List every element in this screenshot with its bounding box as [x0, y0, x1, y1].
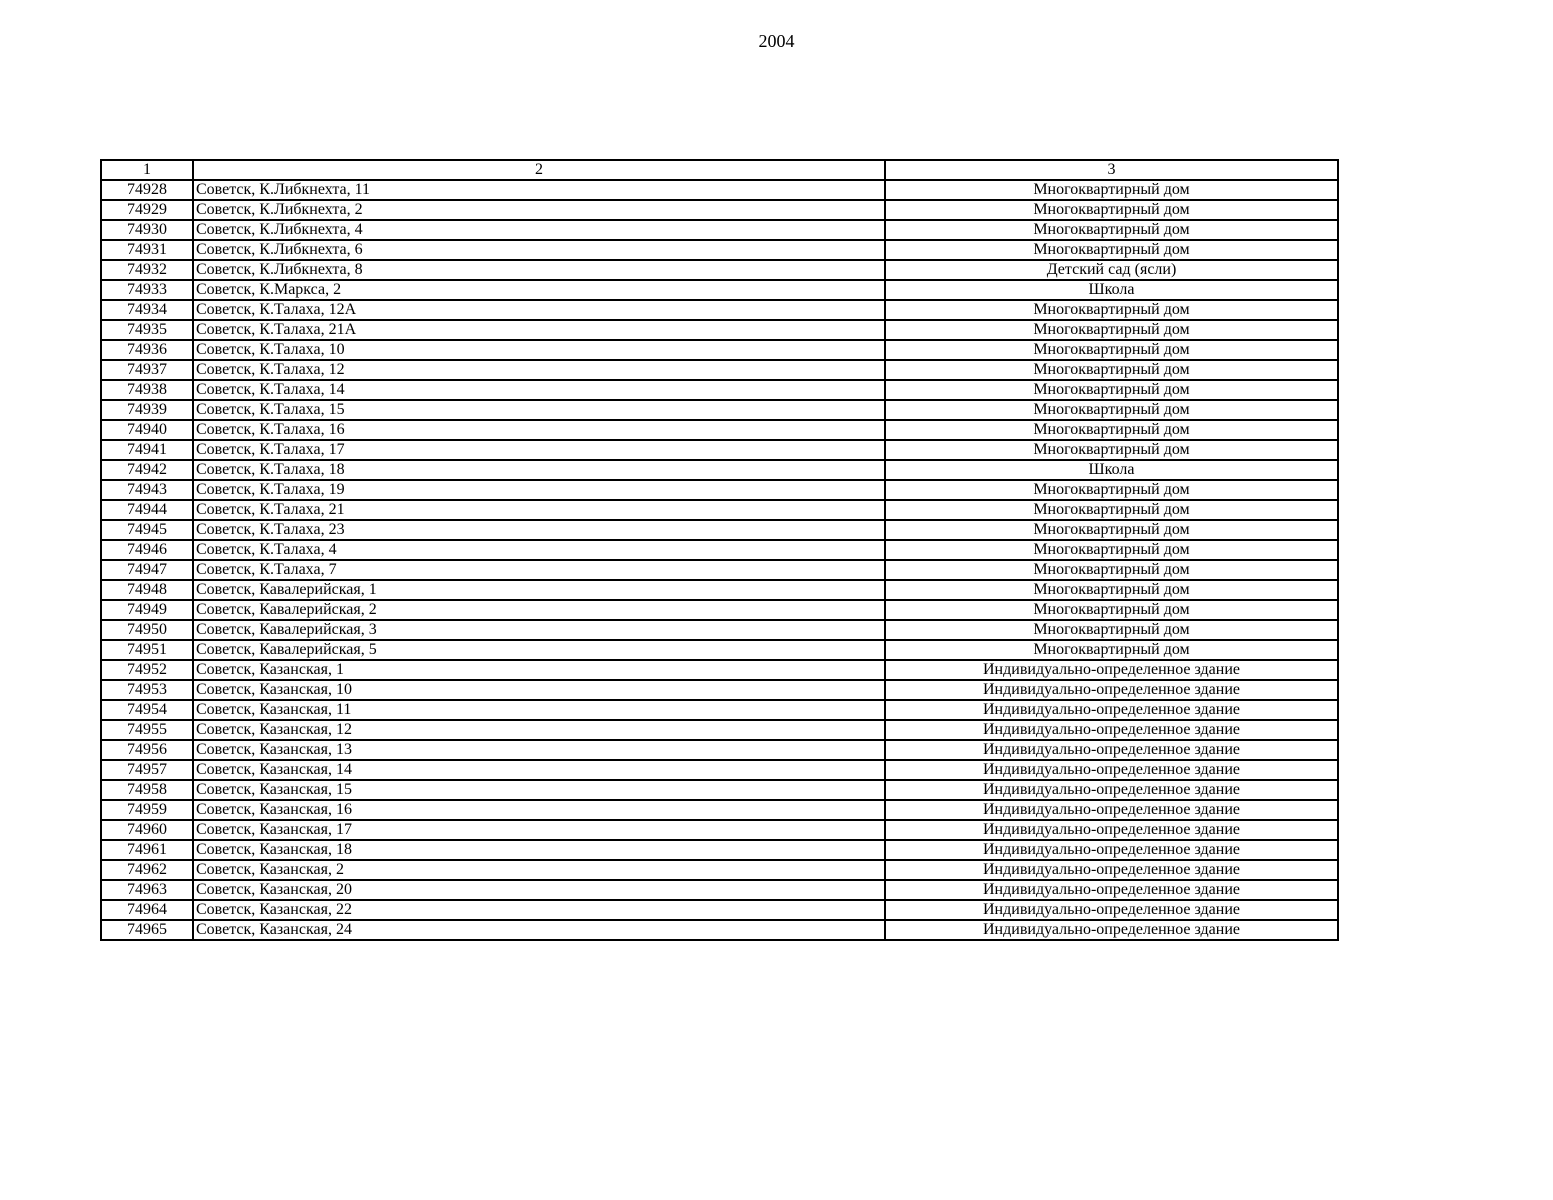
row-type-cell: Многоквартирный дом	[885, 340, 1338, 360]
row-type-cell: Индивидуально-определенное здание	[885, 720, 1338, 740]
row-id-cell: 74965	[101, 920, 193, 940]
row-type-cell: Индивидуально-определенное здание	[885, 800, 1338, 820]
column-header-2: 2	[193, 160, 885, 180]
row-type-cell: Индивидуально-определенное здание	[885, 740, 1338, 760]
row-id-cell: 74933	[101, 280, 193, 300]
table-row	[101, 560, 1338, 580]
registry-table	[100, 159, 1339, 941]
row-type-cell: Многоквартирный дом	[885, 200, 1338, 220]
row-address-cell: Советск, Казанская, 14	[193, 760, 885, 780]
table-row	[101, 720, 1338, 740]
row-id-cell: 74958	[101, 780, 193, 800]
row-type-cell: Многоквартирный дом	[885, 220, 1338, 240]
row-id-cell: 74935	[101, 320, 193, 340]
row-address-cell: Советск, К.Талаха, 21	[193, 500, 885, 520]
row-address-cell: Советск, Казанская, 20	[193, 880, 885, 900]
table-row	[101, 180, 1338, 200]
row-type-cell: Многоквартирный дом	[885, 180, 1338, 200]
row-address-cell: Советск, К.Талаха, 14	[193, 380, 885, 400]
row-id-cell: 74956	[101, 740, 193, 760]
row-address-cell: Советск, Казанская, 1	[193, 660, 885, 680]
row-address-cell: Советск, Казанская, 22	[193, 900, 885, 920]
table-row	[101, 220, 1338, 240]
row-id-cell: 74939	[101, 400, 193, 420]
row-id-cell: 74932	[101, 260, 193, 280]
row-address-cell: Советск, К.Либкнехта, 6	[193, 240, 885, 260]
table-row	[101, 200, 1338, 220]
row-address-cell: Советск, К.Маркса, 2	[193, 280, 885, 300]
row-address-cell: Советск, К.Талаха, 23	[193, 520, 885, 540]
row-address-cell: Советск, Казанская, 17	[193, 820, 885, 840]
row-address-cell: Советск, Кавалерийская, 5	[193, 640, 885, 660]
row-id-cell: 74944	[101, 500, 193, 520]
table-row	[101, 800, 1338, 820]
table-row	[101, 620, 1338, 640]
row-id-cell: 74960	[101, 820, 193, 840]
row-type-cell: Школа	[885, 460, 1338, 480]
row-id-cell: 74962	[101, 860, 193, 880]
row-id-cell: 74953	[101, 680, 193, 700]
column-header-1: 1	[101, 160, 193, 180]
table-row	[101, 700, 1338, 720]
row-type-cell: Индивидуально-определенное здание	[885, 900, 1338, 920]
row-id-cell: 74945	[101, 520, 193, 540]
row-id-cell: 74964	[101, 900, 193, 920]
row-id-cell: 74940	[101, 420, 193, 440]
row-id-cell: 74951	[101, 640, 193, 660]
table-row	[101, 680, 1338, 700]
row-address-cell: Советск, Казанская, 10	[193, 680, 885, 700]
row-type-cell: Многоквартирный дом	[885, 420, 1338, 440]
table-row	[101, 500, 1338, 520]
row-id-cell: 74950	[101, 620, 193, 640]
table-row	[101, 300, 1338, 320]
table-row	[101, 860, 1338, 880]
row-address-cell: Советск, К.Талаха, 19	[193, 480, 885, 500]
row-type-cell: Индивидуально-определенное здание	[885, 700, 1338, 720]
row-address-cell: Советск, К.Талаха, 12	[193, 360, 885, 380]
row-type-cell: Индивидуально-определенное здание	[885, 880, 1338, 900]
row-type-cell: Индивидуально-определенное здание	[885, 920, 1338, 940]
row-address-cell: Советск, К.Талаха, 12А	[193, 300, 885, 320]
table-header-row	[101, 160, 1338, 180]
row-id-cell: 74959	[101, 800, 193, 820]
row-id-cell: 74947	[101, 560, 193, 580]
row-id-cell: 74948	[101, 580, 193, 600]
table-row	[101, 580, 1338, 600]
row-address-cell: Советск, К.Талаха, 7	[193, 560, 885, 580]
page-number: 2004	[758, 31, 795, 51]
row-id-cell: 74946	[101, 540, 193, 560]
row-id-cell: 74936	[101, 340, 193, 360]
row-type-cell: Индивидуально-определенное здание	[885, 860, 1338, 880]
table-row	[101, 380, 1338, 400]
row-address-cell: Советск, К.Талаха, 16	[193, 420, 885, 440]
row-type-cell: Многоквартирный дом	[885, 600, 1338, 620]
row-address-cell: Советск, Казанская, 16	[193, 800, 885, 820]
table-row	[101, 640, 1338, 660]
row-address-cell: Советск, К.Либкнехта, 11	[193, 180, 885, 200]
table-row	[101, 840, 1338, 860]
row-address-cell: Советск, К.Либкнехта, 2	[193, 200, 885, 220]
row-id-cell: 74929	[101, 200, 193, 220]
row-id-cell: 74955	[101, 720, 193, 740]
row-id-cell: 74942	[101, 460, 193, 480]
row-type-cell: Индивидуально-определенное здание	[885, 660, 1338, 680]
table-row	[101, 320, 1338, 340]
row-id-cell: 74952	[101, 660, 193, 680]
row-type-cell: Многоквартирный дом	[885, 560, 1338, 580]
row-type-cell: Многоквартирный дом	[885, 440, 1338, 460]
table-body	[101, 180, 1338, 940]
table-row	[101, 760, 1338, 780]
row-address-cell: Советск, Казанская, 2	[193, 860, 885, 880]
row-address-cell: Советск, Кавалерийская, 2	[193, 600, 885, 620]
row-type-cell: Многоквартирный дом	[885, 480, 1338, 500]
row-address-cell: Советск, К.Талаха, 15	[193, 400, 885, 420]
row-type-cell: Многоквартирный дом	[885, 240, 1338, 260]
row-type-cell: Детский сад (ясли)	[885, 260, 1338, 280]
row-type-cell: Индивидуально-определенное здание	[885, 680, 1338, 700]
row-id-cell: 74938	[101, 380, 193, 400]
table-row	[101, 260, 1338, 280]
row-id-cell: 74954	[101, 700, 193, 720]
row-id-cell: 74934	[101, 300, 193, 320]
row-address-cell: Советск, Казанская, 18	[193, 840, 885, 860]
row-type-cell: Многоквартирный дом	[885, 580, 1338, 600]
row-type-cell: Многоквартирный дом	[885, 640, 1338, 660]
row-address-cell: Советск, Казанская, 24	[193, 920, 885, 940]
row-id-cell: 74957	[101, 760, 193, 780]
row-address-cell: Советск, К.Талаха, 21А	[193, 320, 885, 340]
row-address-cell: Советск, К.Талаха, 17	[193, 440, 885, 460]
table-row	[101, 280, 1338, 300]
table-row	[101, 880, 1338, 900]
row-id-cell: 74931	[101, 240, 193, 260]
row-address-cell: Советск, К.Либкнехта, 8	[193, 260, 885, 280]
row-address-cell: Советск, К.Талаха, 18	[193, 460, 885, 480]
table-row	[101, 240, 1338, 260]
row-address-cell: Советск, Кавалерийская, 3	[193, 620, 885, 640]
row-address-cell: Советск, К.Талаха, 4	[193, 540, 885, 560]
table-row	[101, 740, 1338, 760]
row-id-cell: 74943	[101, 480, 193, 500]
row-address-cell: Советск, Казанская, 15	[193, 780, 885, 800]
row-type-cell: Многоквартирный дом	[885, 500, 1338, 520]
row-address-cell: Советск, Казанская, 11	[193, 700, 885, 720]
table-row	[101, 540, 1338, 560]
row-type-cell: Многоквартирный дом	[885, 360, 1338, 380]
row-address-cell: Советск, К.Либкнехта, 4	[193, 220, 885, 240]
row-type-cell: Многоквартирный дом	[885, 320, 1338, 340]
row-id-cell: 74930	[101, 220, 193, 240]
table-row	[101, 420, 1338, 440]
table-row	[101, 360, 1338, 380]
table-row	[101, 820, 1338, 840]
table-row	[101, 440, 1338, 460]
row-address-cell: Советск, К.Талаха, 10	[193, 340, 885, 360]
row-type-cell: Многоквартирный дом	[885, 400, 1338, 420]
table-row	[101, 460, 1338, 480]
table-row	[101, 340, 1338, 360]
row-id-cell: 74937	[101, 360, 193, 380]
row-type-cell: Многоквартирный дом	[885, 380, 1338, 400]
row-type-cell: Многоквартирный дом	[885, 620, 1338, 640]
row-address-cell: Советск, Казанская, 13	[193, 740, 885, 760]
row-address-cell: Советск, Кавалерийская, 1	[193, 580, 885, 600]
row-id-cell: 74941	[101, 440, 193, 460]
row-type-cell: Индивидуально-определенное здание	[885, 780, 1338, 800]
row-id-cell: 74963	[101, 880, 193, 900]
row-address-cell: Советск, Казанская, 12	[193, 720, 885, 740]
table-row	[101, 780, 1338, 800]
row-id-cell: 74928	[101, 180, 193, 200]
table-row	[101, 520, 1338, 540]
row-type-cell: Индивидуально-определенное здание	[885, 820, 1338, 840]
row-type-cell: Многоквартирный дом	[885, 540, 1338, 560]
table-row	[101, 920, 1338, 940]
table-row	[101, 400, 1338, 420]
table-row	[101, 900, 1338, 920]
row-type-cell: Многоквартирный дом	[885, 520, 1338, 540]
row-id-cell: 74961	[101, 840, 193, 860]
table-row	[101, 600, 1338, 620]
row-type-cell: Школа	[885, 280, 1338, 300]
row-type-cell: Индивидуально-определенное здание	[885, 840, 1338, 860]
row-type-cell: Индивидуально-определенное здание	[885, 760, 1338, 780]
column-header-3: 3	[885, 160, 1338, 180]
table-row	[101, 660, 1338, 680]
row-id-cell: 74949	[101, 600, 193, 620]
row-type-cell: Многоквартирный дом	[885, 300, 1338, 320]
table-row	[101, 480, 1338, 500]
